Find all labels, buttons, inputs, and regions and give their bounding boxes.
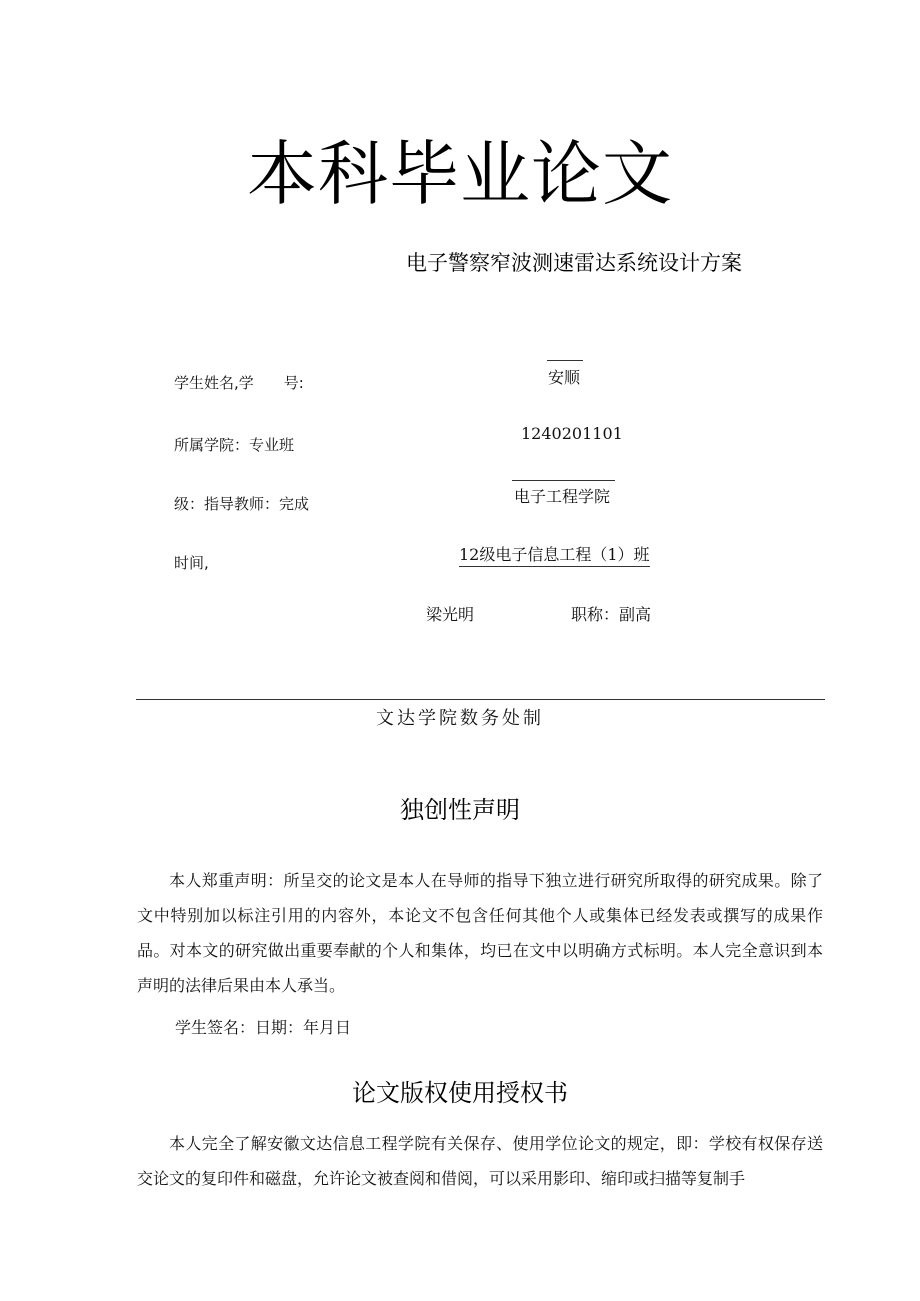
college-value: 电子工程学院 (514, 487, 611, 506)
advisor-title: 职称：副高 (571, 605, 652, 624)
signature-line: 学生签名：日期：年月日 (175, 1018, 352, 1037)
issuing-office: 文达学院数务处制 (376, 708, 544, 729)
college-overline (512, 480, 615, 481)
declaration-body: 本人郑重声明：所呈交的论文是本人在导师的指导下独立进行研究所取得的研究成果。除了文中特别加以标注引用的内容外，本论文不包含任何其他个人或集体已经发表或撰写的成果作品。对本文的研究做出重要奉献的个人和集体，均已在文中以明确方式标明。本人完全意识到本声明的法律后果由本人承当。 (137, 871, 823, 995)
horizontal-rule (136, 699, 825, 700)
license-heading: 论文版权使用授权书 (352, 1079, 568, 1107)
name-overline (547, 360, 583, 361)
student-name: 安顺 (548, 368, 581, 387)
advisor-name: 梁光明 (426, 605, 475, 624)
declaration-heading: 独创性声明 (400, 796, 520, 824)
license-body: 本人完全了解安徽文达信息工程学院有关保存、使用学位论文的规定，即：学校有权保存送交论文的复印件和磁盘，允许论文被查阅和借阅，可以采用影印、缩印或扫描等复制手 (137, 1134, 823, 1188)
info-label-line2: 所属学院：专业班 (174, 436, 295, 454)
info-label-line1: 学生姓名,学 号: (174, 374, 304, 392)
student-id: 1240201101 (521, 424, 623, 443)
main-title: 本科毕业论文 (247, 133, 673, 215)
info-label-line3: 级：指导教师：完成 (174, 495, 310, 513)
class-value: 12级电子信息工程（1）班 (459, 542, 650, 567)
thesis-title: 电子警察窄波测速雷达系统设计方案 (406, 251, 742, 275)
info-label-line4: 时间, (174, 554, 209, 572)
